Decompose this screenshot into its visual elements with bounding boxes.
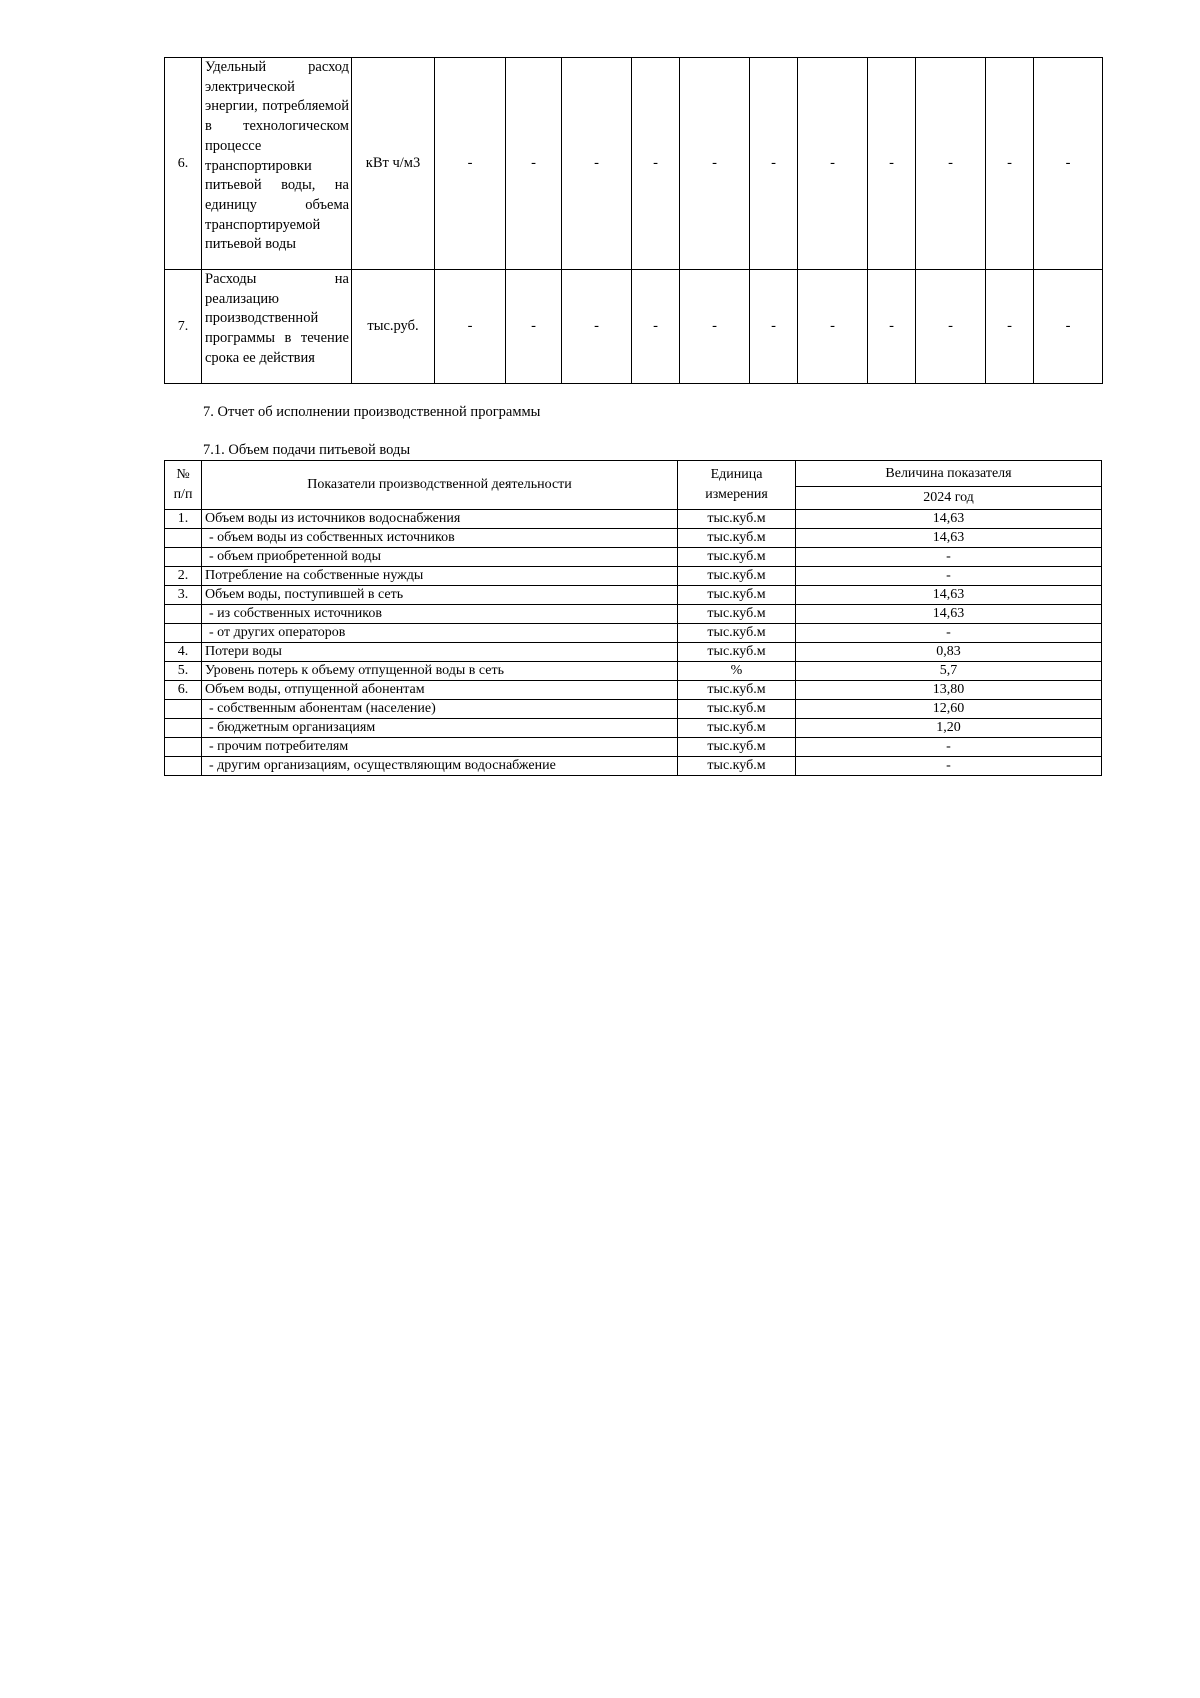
value-cell: - xyxy=(796,757,1102,776)
indicator-unit: кВт ч/м3 xyxy=(352,58,435,270)
unit-cell: тыс.куб.м xyxy=(678,681,796,700)
unit-cell: тыс.куб.м xyxy=(678,719,796,738)
water-supply-report-table xyxy=(164,460,1102,776)
row-number xyxy=(165,529,202,548)
indicator-value: - xyxy=(798,58,868,270)
table-row xyxy=(165,624,1102,643)
report-table-body xyxy=(165,510,1102,776)
indicator-name: Потери воды xyxy=(202,643,678,662)
indicator-name: Объем воды, поступившей в сеть xyxy=(202,586,678,605)
indicator-value: - xyxy=(506,58,562,270)
indicator-name: - бюджетным организациям xyxy=(202,719,678,738)
indicator-row xyxy=(165,270,1103,384)
row-number: 3. xyxy=(165,586,202,605)
indicator-name: Объем воды, отпущенной абонентам xyxy=(202,681,678,700)
unit-cell: тыс.куб.м xyxy=(678,738,796,757)
indicator-value: - xyxy=(680,270,750,384)
table-row xyxy=(165,662,1102,681)
indicator-value: - xyxy=(986,58,1034,270)
report-table-header xyxy=(165,461,1102,510)
indicator-value: - xyxy=(868,270,916,384)
value-cell: - xyxy=(796,624,1102,643)
indicator-name: Объем воды из источников водоснабжения xyxy=(202,510,678,529)
indicator-name: Уровень потерь к объему отпущенной воды в сеть xyxy=(202,662,678,681)
header-unit xyxy=(678,461,796,510)
production-program-indicators-table xyxy=(164,57,1103,384)
indicator-value: - xyxy=(506,270,562,384)
indicator-value: - xyxy=(562,270,632,384)
unit-cell: тыс.куб.м xyxy=(678,529,796,548)
row-number: 4. xyxy=(165,643,202,662)
table-row xyxy=(165,681,1102,700)
indicator-value: - xyxy=(435,270,506,384)
indicator-value: - xyxy=(680,58,750,270)
unit-cell: тыс.куб.м xyxy=(678,624,796,643)
unit-cell: тыс.куб.м xyxy=(678,643,796,662)
table-row xyxy=(165,700,1102,719)
row-number xyxy=(165,738,202,757)
indicator-name: Потребление на собственные нужды xyxy=(202,567,678,586)
indicators-table-body xyxy=(165,58,1103,384)
indicator-unit: тыс.руб. xyxy=(352,270,435,384)
unit-cell: тыс.куб.м xyxy=(678,510,796,529)
table-row xyxy=(165,510,1102,529)
value-cell: - xyxy=(796,567,1102,586)
header-num xyxy=(165,461,202,510)
row-number: 6. xyxy=(165,681,202,700)
unit-cell: тыс.куб.м xyxy=(678,700,796,719)
unit-cell: тыс.куб.м xyxy=(678,567,796,586)
indicator-value: - xyxy=(916,58,986,270)
indicator-value: - xyxy=(1034,270,1103,384)
indicator-value: - xyxy=(1034,58,1103,270)
row-number: 5. xyxy=(165,662,202,681)
table-row xyxy=(165,719,1102,738)
indicator-row xyxy=(165,58,1103,270)
unit-cell: тыс.куб.м xyxy=(678,605,796,624)
indicator-value: - xyxy=(435,58,506,270)
indicator-name: - объем приобретенной воды xyxy=(202,548,678,567)
indicator-value: - xyxy=(750,270,798,384)
row-number xyxy=(165,700,202,719)
value-cell: 5,7 xyxy=(796,662,1102,681)
row-number: 7. xyxy=(165,270,202,384)
table-row xyxy=(165,757,1102,776)
table-row xyxy=(165,567,1102,586)
header-num-line1: № xyxy=(176,467,190,482)
indicator-value: - xyxy=(916,270,986,384)
unit-cell: тыс.куб.м xyxy=(678,548,796,567)
table-row xyxy=(165,529,1102,548)
unit-cell: тыс.куб.м xyxy=(678,757,796,776)
value-cell: 14,63 xyxy=(796,510,1102,529)
indicator-name: - другим организациям, осуществляющим водоснабжение xyxy=(202,757,678,776)
indicator-name: - из собственных источников xyxy=(202,605,678,624)
header-num-line2: п/п xyxy=(173,487,193,502)
row-number: 1. xyxy=(165,510,202,529)
unit-cell: тыс.куб.м xyxy=(678,586,796,605)
value-cell: 14,63 xyxy=(796,605,1102,624)
value-cell: 1,20 xyxy=(796,719,1102,738)
header-unit-line1: Единица xyxy=(710,467,763,482)
value-cell: 14,63 xyxy=(796,586,1102,605)
header-indicator: Показатели производственной деятельности xyxy=(202,461,678,510)
indicator-name: - прочим потребителям xyxy=(202,738,678,757)
row-number xyxy=(165,757,202,776)
value-cell: - xyxy=(796,548,1102,567)
row-number xyxy=(165,719,202,738)
indicator-value: - xyxy=(868,58,916,270)
subsection-heading: 7.1. Объем подачи питьевой воды xyxy=(203,442,411,458)
table-row xyxy=(165,738,1102,757)
value-cell: - xyxy=(796,738,1102,757)
indicator-name: - собственным абонентам (население) xyxy=(202,700,678,719)
indicator-value: - xyxy=(632,270,680,384)
indicator-name: - от других операторов xyxy=(202,624,678,643)
header-year: 2024 год xyxy=(796,487,1102,510)
indicator-value: - xyxy=(750,58,798,270)
indicator-name: Удельный расход электрической энергии, потребляемой в технологическом процессе транспортировки питьевой воды, на единицу объема транспортируемой питьевой воды xyxy=(202,58,352,270)
indicator-value: - xyxy=(986,270,1034,384)
indicator-value: - xyxy=(798,270,868,384)
header-unit-line2: измерения xyxy=(705,487,768,502)
indicator-value: - xyxy=(562,58,632,270)
table-row xyxy=(165,643,1102,662)
row-number xyxy=(165,605,202,624)
value-cell: 0,83 xyxy=(796,643,1102,662)
row-number xyxy=(165,548,202,567)
indicator-value: - xyxy=(632,58,680,270)
indicator-name: - объем воды из собственных источников xyxy=(202,529,678,548)
indicator-name: Расходы на реализацию производственной программы в течение срока ее действия xyxy=(202,270,352,384)
table-row xyxy=(165,586,1102,605)
unit-cell: % xyxy=(678,662,796,681)
value-cell: 12,60 xyxy=(796,700,1102,719)
table-row xyxy=(165,605,1102,624)
value-cell: 13,80 xyxy=(796,681,1102,700)
value-cell: 14,63 xyxy=(796,529,1102,548)
table-row xyxy=(165,548,1102,567)
row-number xyxy=(165,624,202,643)
row-number: 6. xyxy=(165,58,202,270)
row-number: 2. xyxy=(165,567,202,586)
header-value-group: Величина показателя xyxy=(796,461,1102,487)
section-heading: 7. Отчет об исполнении производственной программы xyxy=(203,404,541,420)
